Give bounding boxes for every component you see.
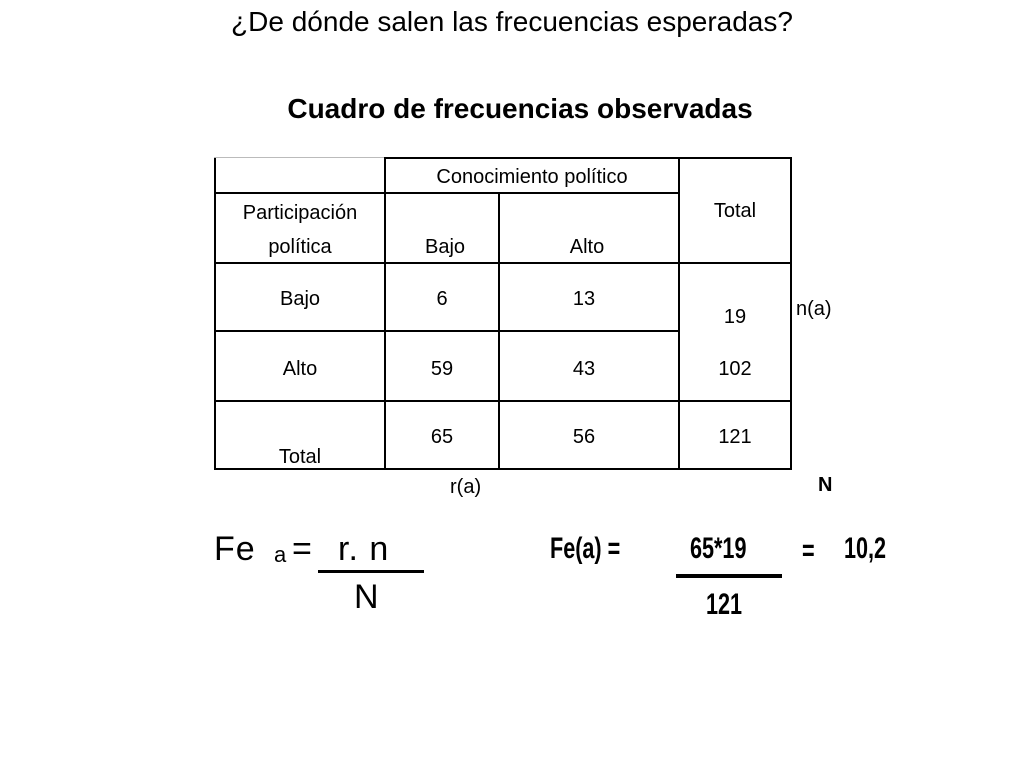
label-N: N — [818, 474, 833, 496]
row-label-total: Total — [278, 446, 322, 468]
value-bajo-alto: 13 — [572, 288, 596, 310]
applied-formula-fraction-bar — [676, 574, 782, 578]
table-line-row2 — [214, 400, 792, 402]
general-formula — [214, 530, 434, 620]
formula-numerator: r. n — [338, 530, 390, 568]
table-border-top — [384, 157, 680, 159]
total-alto: 102 — [718, 358, 752, 380]
applied-formula-equals: = — [802, 534, 815, 567]
table-border-top-total — [678, 157, 792, 159]
table-line-row1 — [214, 330, 384, 332]
column-header-alto: Alto — [569, 236, 605, 258]
row-label-alto: Alto — [282, 358, 318, 380]
formula-fraction-bar — [318, 570, 424, 573]
value-alto-alto: 43 — [572, 358, 596, 380]
table-title: Cuadro de frecuencias observadas — [287, 93, 753, 124]
value-total-bajo: 65 — [430, 426, 454, 448]
table-line-group-header — [214, 192, 680, 194]
table-border-right — [790, 157, 792, 470]
label-r-a: r(a) — [450, 476, 482, 498]
total-bajo: 19 — [723, 306, 747, 328]
total-total: 121 — [718, 426, 752, 448]
value-bajo-bajo: 6 — [436, 288, 448, 310]
formula-equals: = — [292, 530, 313, 568]
group-header-cell: Conocimiento político — [436, 166, 628, 188]
applied-formula-result: 10,2 — [844, 532, 887, 565]
formula-lhs-fe: Fe — [214, 530, 256, 568]
table-line-row1-values — [384, 330, 680, 332]
row-header-line2: política — [268, 236, 332, 258]
column-header-total: Total — [713, 200, 757, 222]
value-alto-bajo: 59 — [430, 358, 454, 380]
formula-lhs-subscript: a — [274, 542, 287, 567]
table-top-light — [214, 157, 384, 158]
value-total-alto: 56 — [572, 426, 596, 448]
page-heading: ¿De dónde salen las frecuencias esperadas? — [231, 6, 793, 37]
row-header-line1: Participación — [242, 202, 358, 224]
applied-formula-numerator: 65*19 — [690, 532, 747, 565]
applied-formula-denominator: 121 — [706, 588, 743, 621]
applied-formula-lhs: Fe(a) = — [550, 532, 621, 565]
row-label-bajo: Bajo — [279, 288, 321, 310]
column-header-bajo: Bajo — [424, 236, 466, 258]
observed-frequencies-table — [214, 157, 794, 470]
formula-denominator: N — [354, 578, 380, 616]
table-line-header-bottom — [214, 262, 792, 264]
label-n-a: n(a) — [796, 298, 832, 320]
